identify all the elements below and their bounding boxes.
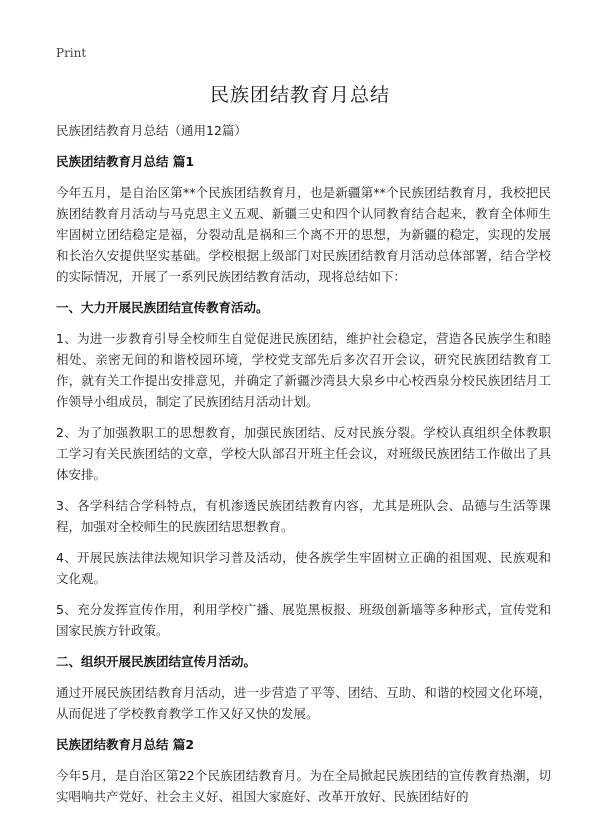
document-body bbox=[56, 120, 551, 817]
list-item: 3、各学科结合学科特点，有机渗透民族团结教育内容，尤其是班队会、品德与生活等课程，加强对全校师生的民族团结思想教育。 bbox=[56, 498, 551, 534]
section1-heading: 一、大力开展民族团结宣传教育活动。 bbox=[56, 300, 269, 315]
list-item: 1、为进一步教育引导全校师生自觉促进民族团结，维护社会稳定，营造各民族学生和睦相处、亲密无间的和谐校园环境，学校党支部先后多次召开会议，研究民族团结教育工作，就有关工作提出安排意见，并确定了新疆沙湾县大泉乡中心校西泉分校民族团结月工作领导小组成员，制定了民族团结月活动计划。 bbox=[56, 331, 551, 409]
part1-intro: 今年五月，是自治区第**个民族团结教育月，也是新疆第**个民族团结教育月，我校把民族团结教育月活动与马克思主义五观、新疆三史和四个认同教育结合起来，教育全体师生牢固树立团结稳定是福，分裂动乱是祸和三个离不开的思想，为新疆的稳定，实现的发展和长治久安提供坚实基础。学校根据上级部门对民族团结教育月活动总体部署，结合学校的实际情况，开展了一系列民族团结教育活动，现将总结如下： bbox=[56, 185, 551, 284]
part1-heading: 民族团结教育月总结 篇1 bbox=[56, 154, 195, 169]
list-item: 5、充分发挥宣传作用，利用学校广播、展览黑板报、班级创新墙等多种形式，宣传党和国家民族方针政策。 bbox=[56, 602, 551, 638]
part2-heading: 民族团结教育月总结 篇2 bbox=[56, 737, 195, 752]
page-title: 民族团结教育月总结 bbox=[209, 84, 390, 106]
document-subtitle: 民族团结教育月总结（通用12篇） bbox=[56, 123, 247, 138]
list-item: 4、开展民族法律法规知识学习普及活动，使各族学生牢固树立正确的祖国观、民族观和文化观。 bbox=[56, 550, 551, 586]
section2-text: 通过开展民族团结教育月活动，进一步营造了平等、团结、互助、和谐的校园文化环境，从而促进了学校教育教学工作又好又快的发展。 bbox=[56, 685, 551, 721]
print-label: Print bbox=[56, 46, 87, 60]
section2-heading: 二、组织开展民族团结宣传月活动。 bbox=[56, 654, 257, 669]
part2-intro: 今年5月，是自治区第22个民族团结教育月。为在全局掀起民族团结的宣传教育热潮，切实唱响共产党好、社会主义好、祖国大家庭好、改革开放好、民族团结好的 bbox=[56, 768, 551, 804]
list-item: 2、为了加强教职工的思想教育，加强民族团结、反对民族分裂。学校认真组织全体教职工学习有关民族团结的文章，学校大队部召开班主任会议，对班级民族团结工作做出了具体安排。 bbox=[56, 425, 551, 482]
